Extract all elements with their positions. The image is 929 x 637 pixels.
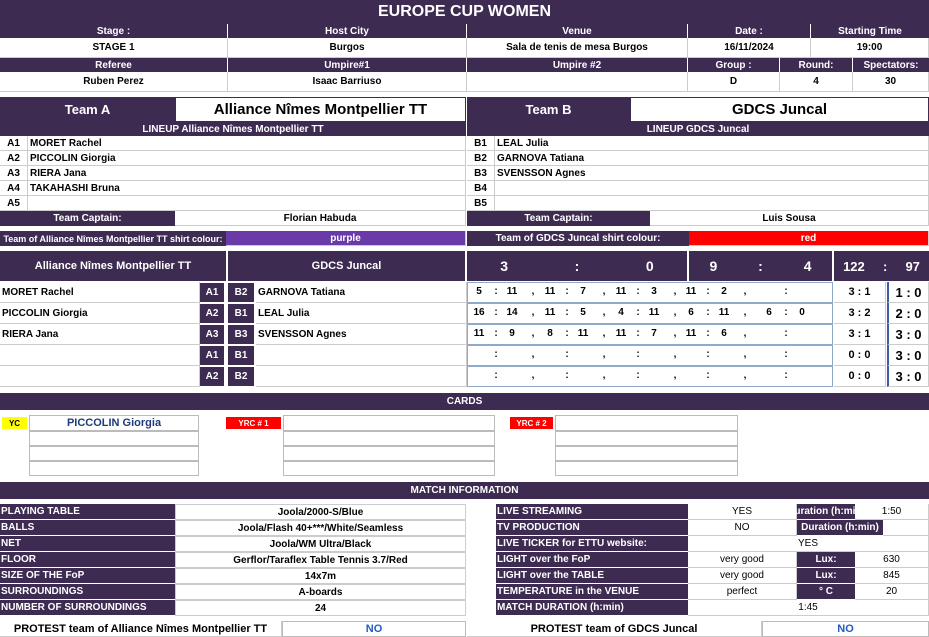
team-a-name: Alliance Nîmes Montpellier TT <box>175 97 466 122</box>
yc-row-2 <box>29 431 199 446</box>
set-colon: : <box>784 286 788 297</box>
info-extra-value: 845 <box>855 568 929 584</box>
set-colon: : <box>494 286 498 297</box>
host-city-value: Burgos <box>228 38 467 58</box>
match-code-b: B1 <box>228 304 254 323</box>
match-code-a: A1 <box>200 346 224 365</box>
info-label: SURROUNDINGS <box>0 584 175 599</box>
set-score-a: 8 <box>547 328 553 339</box>
set-comma: , <box>531 370 535 381</box>
yrc2-row-2 <box>555 431 738 446</box>
set-score-a: 6 <box>688 307 694 318</box>
match-games: 0 : 0 <box>834 366 886 387</box>
set-score-b: 2 <box>721 286 727 297</box>
shirt-b-colour: red <box>689 231 929 246</box>
yrc1-label: YRC # 1 <box>226 417 281 429</box>
info-value: very good <box>688 552 797 568</box>
match-code-a: A2 <box>200 367 224 386</box>
match-player-a <box>0 345 200 366</box>
start-time-value: 19:00 <box>811 38 929 58</box>
info-extra-value <box>883 520 929 536</box>
yrc2-row-4 <box>555 461 738 476</box>
set-colon: : <box>565 328 569 339</box>
match-result: 2 : 0 <box>887 303 929 324</box>
set-score-b: 11 <box>506 286 518 297</box>
points-sep: : <box>882 258 888 274</box>
set-colon: : <box>636 286 640 297</box>
page-title: EUROPE CUP WOMEN <box>0 0 929 24</box>
info-label: LIGHT over the FoP <box>496 552 688 567</box>
set-score-b: 11 <box>718 307 730 318</box>
match-result: 3 : 0 <box>887 366 929 387</box>
set-colon: : <box>494 349 498 360</box>
info-label: BALLS <box>0 520 175 535</box>
info-label: NUMBER OF SURROUNDINGS <box>0 600 175 615</box>
lineup-code: B4 <box>467 181 495 196</box>
match-code-b: B1 <box>228 346 254 365</box>
yrc1-row-2 <box>283 431 495 446</box>
set-colon: : <box>784 349 788 360</box>
info-label: TV PRODUCTION <box>496 520 688 535</box>
referee-header: Referee <box>0 58 227 72</box>
set-comma: , <box>531 307 535 318</box>
matches-a: 3 <box>500 258 509 274</box>
lineup-player <box>495 181 929 196</box>
set-comma: , <box>602 328 606 339</box>
lineup-code: A2 <box>0 151 28 166</box>
lineup-code: B2 <box>467 151 495 166</box>
match-code-b: B2 <box>228 367 254 386</box>
set-score-b: 14 <box>506 307 518 318</box>
lineup-player: MORET Rachel <box>28 136 466 151</box>
set-score-b: 5 <box>580 307 586 318</box>
spectators-header: Spectators: <box>853 58 929 72</box>
set-colon: : <box>494 328 498 339</box>
points-a: 122 <box>843 258 865 274</box>
lineup-player: GARNOVA Tatiana <box>495 151 929 166</box>
info-value: A-boards <box>175 584 466 600</box>
set-score-a: 4 <box>618 307 624 318</box>
match-result: 3 : 0 <box>887 324 929 345</box>
summary-games <box>689 251 832 281</box>
summary-matches <box>467 251 687 281</box>
yc-player: PICCOLIN Giorgia <box>29 415 199 431</box>
match-player-b <box>256 366 467 387</box>
start-time-header: Starting Time <box>811 24 929 38</box>
lineup-code: B5 <box>467 196 495 211</box>
summary-team-b: GDCS Juncal <box>228 251 465 281</box>
set-colon: : <box>784 307 788 318</box>
match-player-a <box>0 366 200 387</box>
match-player-b: GARNOVA Tatiana <box>256 282 467 303</box>
info-value: perfect <box>688 584 797 600</box>
info-value: YES <box>688 504 797 520</box>
set-score-b: 11 <box>648 307 660 318</box>
sets-box <box>467 345 833 366</box>
lineup-player <box>28 196 466 211</box>
info-extra-label: Lux: <box>797 552 855 567</box>
yrc2-row-3 <box>555 446 738 461</box>
umpire1-header: Umpire#1 <box>228 58 466 72</box>
set-score-a: 11 <box>685 328 697 339</box>
team-b-name: GDCS Juncal <box>630 97 929 122</box>
set-comma: , <box>743 370 747 381</box>
info-extra-label: Duration (h:min) <box>797 520 883 535</box>
games-b: 4 <box>803 258 812 274</box>
set-comma: , <box>531 286 535 297</box>
venue-header: Venue <box>467 24 687 38</box>
lineup-a-title: LINEUP Alliance Nîmes Montpellier TT <box>0 122 466 136</box>
captain-b-name: Luis Sousa <box>650 211 929 226</box>
team-a-label: Team A <box>0 97 175 122</box>
lineup-code: A3 <box>0 166 28 181</box>
info-value: 24 <box>175 600 466 616</box>
info-extra-value: 1:50 <box>855 504 929 520</box>
info-label: NET <box>0 536 175 551</box>
spectators-value: 30 <box>853 72 929 92</box>
info-value: Joola/WM Ultra/Black <box>175 536 466 552</box>
set-score-b: 7 <box>580 286 586 297</box>
info-extra-label: ° C <box>797 584 855 599</box>
set-score-b: 6 <box>721 328 727 339</box>
set-colon: : <box>636 328 640 339</box>
games-sep: : <box>758 258 763 274</box>
yrc1-row-1 <box>283 415 495 431</box>
lineup-code: B3 <box>467 166 495 181</box>
yrc2-row-1 <box>555 415 738 431</box>
set-colon: : <box>706 328 710 339</box>
lineup-player: LEAL Julia <box>495 136 929 151</box>
lineup-player: SVENSSON Agnes <box>495 166 929 181</box>
yrc2-label: YRC # 2 <box>510 417 553 429</box>
set-score-b: 7 <box>651 328 657 339</box>
group-value: D <box>688 72 780 92</box>
set-comma: , <box>673 349 677 360</box>
referee-value: Ruben Perez <box>0 72 228 92</box>
captain-a-name: Florian Habuda <box>175 211 466 226</box>
set-colon: : <box>565 286 569 297</box>
set-colon: : <box>636 307 640 318</box>
set-comma: , <box>673 307 677 318</box>
shirt-a-colour: purple <box>226 231 466 246</box>
set-comma: , <box>743 349 747 360</box>
set-comma: , <box>602 349 606 360</box>
set-comma: , <box>531 349 535 360</box>
protest-a-value: NO <box>282 621 466 637</box>
set-score-a: 11 <box>615 328 627 339</box>
info-label: LIGHT over the TABLE <box>496 568 688 583</box>
match-games: 3 : 1 <box>834 324 886 345</box>
set-score-b: 3 <box>651 286 657 297</box>
round-value: 4 <box>780 72 853 92</box>
set-comma: , <box>531 328 535 339</box>
sets-box <box>467 366 833 387</box>
captain-b-label: Team Captain: <box>467 211 650 226</box>
lineup-code: A1 <box>0 136 28 151</box>
set-score-a: 11 <box>615 286 627 297</box>
set-colon: : <box>706 307 710 318</box>
info-label: SIZE OF THE FoP <box>0 568 175 583</box>
cards-title: CARDS <box>0 393 929 410</box>
info-value: 1:45 <box>688 600 929 616</box>
lineup-player: TAKAHASHI Bruna <box>28 181 466 196</box>
protest-a-label: PROTEST team of Alliance Nîmes Montpellier TT <box>0 621 282 637</box>
round-header: Round: <box>780 58 852 72</box>
set-comma: , <box>743 286 747 297</box>
info-value: 14x7m <box>175 568 466 584</box>
umpire2-header: Umpire #2 <box>467 58 687 72</box>
info-value: Joola/Flash 40+***/White/Seamless <box>175 520 466 536</box>
info-extra-label: Lux: <box>797 568 855 583</box>
match-games: 0 : 0 <box>834 345 886 366</box>
info-value: NO <box>688 520 797 536</box>
games-a: 9 <box>709 258 718 274</box>
match-player-a: RIERA Jana <box>0 324 200 345</box>
match-code-a: A2 <box>200 304 224 323</box>
lineup-b-title: LINEUP GDCS Juncal <box>467 122 929 136</box>
set-score-b: 9 <box>509 328 515 339</box>
umpire2-value <box>467 72 688 92</box>
info-label: MATCH DURATION (h:min) <box>496 600 688 615</box>
info-label: FLOOR <box>0 552 175 567</box>
summary-points <box>834 251 929 281</box>
set-comma: , <box>602 286 606 297</box>
set-comma: , <box>602 307 606 318</box>
set-score-b: 11 <box>577 328 589 339</box>
match-player-b <box>256 345 467 366</box>
match-player-b: LEAL Julia <box>256 303 467 324</box>
yc-row-4 <box>29 461 199 476</box>
set-colon: : <box>494 370 498 381</box>
match-games: 3 : 1 <box>834 282 886 303</box>
set-colon: : <box>565 349 569 360</box>
match-result: 1 : 0 <box>887 282 929 303</box>
match-games: 3 : 2 <box>834 303 886 324</box>
match-player-a: MORET Rachel <box>0 282 200 303</box>
lineup-player: PICCOLIN Giorgia <box>28 151 466 166</box>
set-comma: , <box>673 328 677 339</box>
venue-value: Sala de tenis de mesa Burgos <box>467 38 688 58</box>
match-code-a: A1 <box>200 283 224 302</box>
info-value: YES <box>688 536 929 552</box>
yrc1-row-3 <box>283 446 495 461</box>
match-code-a: A3 <box>200 325 224 344</box>
set-colon: : <box>784 370 788 381</box>
set-score-a: 11 <box>473 328 485 339</box>
match-info-title: MATCH INFORMATION <box>0 482 929 499</box>
set-colon: : <box>494 307 498 318</box>
set-score-a: 5 <box>476 286 482 297</box>
lineup-code: B1 <box>467 136 495 151</box>
matches-b: 0 <box>645 258 654 274</box>
set-score-a: 6 <box>766 307 772 318</box>
match-code-b: B3 <box>228 325 254 344</box>
shirt-a-label: Team of Alliance Nîmes Montpellier TT shirt colour: <box>0 231 226 246</box>
set-colon: : <box>565 307 569 318</box>
lineup-code: A4 <box>0 181 28 196</box>
info-label: LIVE STREAMING <box>496 504 688 519</box>
info-extra-value: 20 <box>855 584 929 600</box>
info-label: LIVE TICKER for ETTU website: <box>496 536 688 551</box>
set-colon: : <box>636 349 640 360</box>
set-colon: : <box>784 328 788 339</box>
yrc1-row-4 <box>283 461 495 476</box>
shirt-b-label: Team of GDCS Juncal shirt colour: <box>467 231 689 246</box>
lineup-code: A5 <box>0 196 28 211</box>
protest-b-label: PROTEST team of GDCS Juncal <box>467 621 762 637</box>
set-colon: : <box>706 286 710 297</box>
summary-team-a: Alliance Nîmes Montpellier TT <box>0 251 226 281</box>
match-player-a: PICCOLIN Giorgia <box>0 303 200 324</box>
set-comma: , <box>743 328 747 339</box>
host-city-header: Host City <box>228 24 466 38</box>
info-value: Gerflor/Taraflex Table Tennis 3.7/Red <box>175 552 466 568</box>
lineup-player: RIERA Jana <box>28 166 466 181</box>
points-b: 97 <box>905 258 920 274</box>
set-colon: : <box>565 370 569 381</box>
set-comma: , <box>602 370 606 381</box>
umpire1-value: Isaac Barriuso <box>228 72 467 92</box>
info-extra-label: Duration (h:min) <box>787 506 865 517</box>
protest-b-value: NO <box>762 621 929 637</box>
date-header: Date : <box>688 24 810 38</box>
set-colon: : <box>636 370 640 381</box>
set-colon: : <box>706 349 710 360</box>
yc-row-3 <box>29 446 199 461</box>
set-comma: , <box>743 307 747 318</box>
info-value: very good <box>688 568 797 584</box>
set-colon: : <box>706 370 710 381</box>
match-code-b: B2 <box>228 283 254 302</box>
set-score-a: 16 <box>473 307 485 318</box>
captain-a-label: Team Captain: <box>0 211 175 226</box>
info-value: Joola/2000-S/Blue <box>175 504 466 520</box>
info-label: TEMPERATURE in the VENUE <box>496 584 688 599</box>
set-score-b: 0 <box>799 307 805 318</box>
set-score-a: 11 <box>544 307 556 318</box>
info-label: PLAYING TABLE <box>0 504 175 519</box>
matches-sep: : <box>574 258 580 274</box>
set-comma: , <box>673 286 677 297</box>
yc-label: YC <box>2 417 27 429</box>
set-score-a: 11 <box>685 286 697 297</box>
info-extra-value: 630 <box>855 552 929 568</box>
group-header: Group : <box>688 58 779 72</box>
lineup-player <box>495 196 929 211</box>
match-player-b: SVENSSON Agnes <box>256 324 467 345</box>
stage-header: Stage : <box>0 24 227 38</box>
date-value: 16/11/2024 <box>688 38 811 58</box>
team-b-label: Team B <box>467 97 630 122</box>
set-comma: , <box>673 370 677 381</box>
set-score-a: 11 <box>544 286 556 297</box>
stage-value: STAGE 1 <box>0 38 228 58</box>
match-result: 3 : 0 <box>887 345 929 366</box>
